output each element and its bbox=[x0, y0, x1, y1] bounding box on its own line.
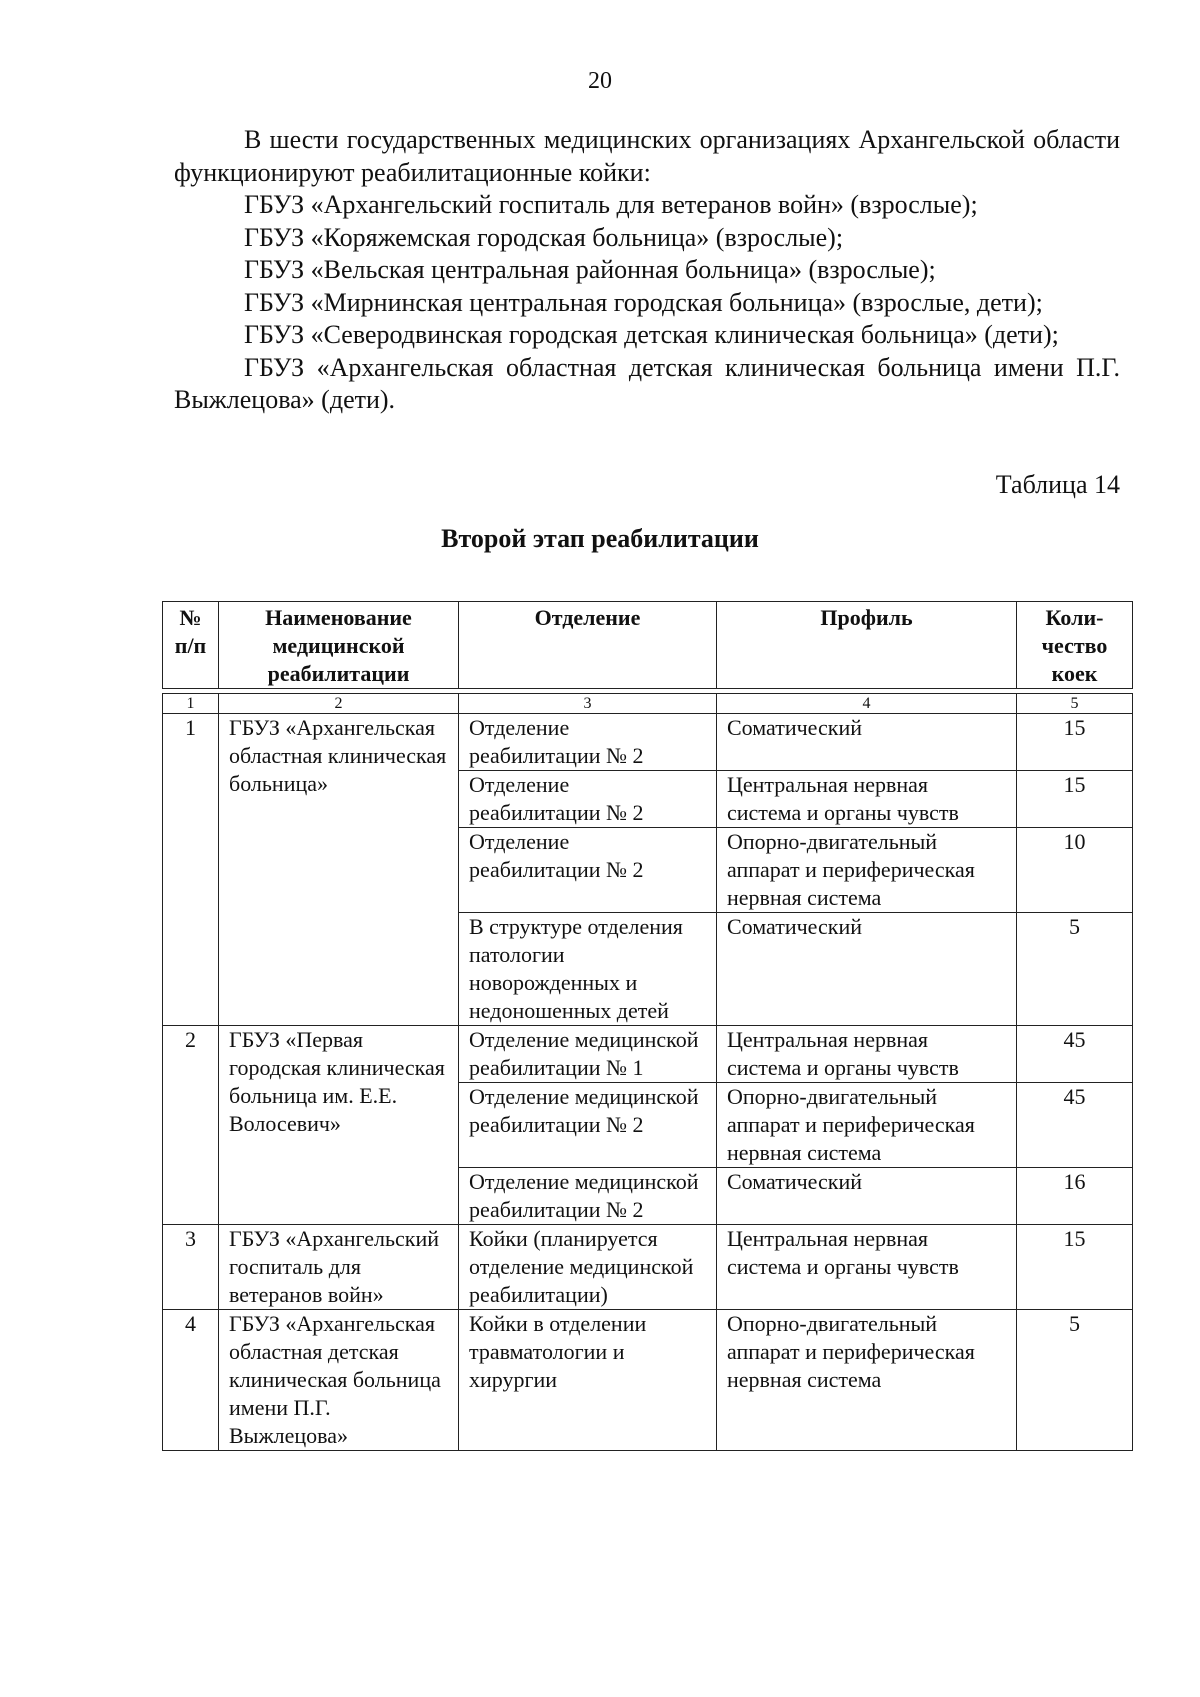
table-row bbox=[163, 1026, 1133, 1083]
intro-item-4: ГБУЗ «Мирнинская центральная городская больница» (взрослые, дети); bbox=[244, 287, 1043, 317]
row-num: 3 bbox=[163, 1225, 219, 1310]
header-org-line3: реабилитации bbox=[267, 661, 410, 686]
row-beds: 5 bbox=[1017, 1310, 1133, 1451]
header-beds-line3: коек bbox=[1051, 661, 1098, 686]
row-dept: Койки в отделении травматологии и хирургии bbox=[459, 1310, 717, 1451]
column-number: 4 bbox=[717, 694, 1017, 714]
header-num-line1: № bbox=[179, 605, 202, 630]
row-beds: 15 bbox=[1017, 1225, 1133, 1310]
row-dept: В структуре отделения патологии новорожденных и недоношенных детей bbox=[459, 913, 717, 1026]
table-row bbox=[163, 1225, 1133, 1310]
row-profile: Опорно-двигательный аппарат и периферическая нервная система bbox=[717, 828, 1017, 913]
header-beds bbox=[1017, 602, 1133, 689]
row-num: 4 bbox=[163, 1310, 219, 1451]
page-number: 20 bbox=[588, 68, 612, 94]
table-row bbox=[163, 1310, 1133, 1451]
header-dept: Отделение bbox=[459, 602, 717, 689]
table-title: Второй этап реабилитации bbox=[441, 524, 759, 553]
header-profile: Профиль bbox=[717, 602, 1017, 689]
row-profile: Центральная нервная система и органы чувств bbox=[717, 1026, 1017, 1083]
row-dept: Отделение медицинской реабилитации № 1 bbox=[459, 1026, 717, 1083]
row-num: 2 bbox=[163, 1026, 219, 1225]
intro-item-6: ГБУЗ «Архангельская областная детская клиническая больница имени П.Г. Выжлецова» (дети). bbox=[174, 352, 1120, 414]
row-org: ГБУЗ «Архангельский госпиталь для ветеранов войн» bbox=[219, 1225, 459, 1310]
row-profile: Опорно-двигательный аппарат и периферическая нервная система bbox=[717, 1083, 1017, 1168]
intro-item-1: ГБУЗ «Архангельский госпиталь для ветеранов войн» (взрослые); bbox=[244, 190, 978, 219]
column-number: 1 bbox=[163, 694, 219, 714]
row-beds: 15 bbox=[1017, 714, 1133, 771]
row-dept: Койки (планируется отделение медицинской реабилитации) bbox=[459, 1225, 717, 1310]
row-org: ГБУЗ «Архангельская областная детская клиническая больница имени П.Г. Выжлецова» bbox=[219, 1310, 459, 1451]
row-profile: Соматический bbox=[717, 714, 1017, 771]
intro-text bbox=[174, 124, 1120, 417]
row-profile: Опорно-двигательный аппарат и периферическая нервная система bbox=[717, 1310, 1017, 1451]
row-profile: Соматический bbox=[717, 1168, 1017, 1225]
header-num bbox=[163, 602, 219, 689]
intro-item-5: ГБУЗ «Северодвинская городская детская клиническая больница» (дети); bbox=[244, 320, 1059, 349]
header-org bbox=[219, 602, 459, 689]
column-number: 5 bbox=[1017, 694, 1133, 714]
row-org: ГБУЗ «Архангельская областная клиническая больница» bbox=[219, 714, 459, 1026]
row-profile: Центральная нервная система и органы чувств bbox=[717, 1225, 1017, 1310]
row-org: ГБУЗ «Первая городская клиническая больница им. Е.Е. Волосевич» bbox=[219, 1026, 459, 1225]
row-beds: 16 bbox=[1017, 1168, 1133, 1225]
row-beds: 10 bbox=[1017, 828, 1133, 913]
header-beds-line2: чество bbox=[1041, 633, 1108, 658]
row-beds: 45 bbox=[1017, 1083, 1133, 1168]
column-number: 3 bbox=[459, 694, 717, 714]
header-beds-line1: Коли- bbox=[1045, 605, 1104, 630]
row-num: 1 bbox=[163, 714, 219, 1026]
row-dept: Отделение медицинской реабилитации № 2 bbox=[459, 1168, 717, 1225]
row-dept: Отделение реабилитации № 2 bbox=[459, 771, 717, 828]
row-dept: Отделение реабилитации № 2 bbox=[459, 714, 717, 771]
row-dept: Отделение медицинской реабилитации № 2 bbox=[459, 1083, 717, 1168]
table-row bbox=[163, 714, 1133, 771]
row-beds: 15 bbox=[1017, 771, 1133, 828]
rehabilitation-table bbox=[162, 601, 1133, 1451]
table-label: Таблица 14 bbox=[995, 470, 1120, 499]
row-dept: Отделение реабилитации № 2 bbox=[459, 828, 717, 913]
row-profile: Соматический bbox=[717, 913, 1017, 1026]
row-beds: 45 bbox=[1017, 1026, 1133, 1083]
row-profile: Центральная нервная система и органы чувств bbox=[717, 771, 1017, 828]
intro-item-3: ГБУЗ «Вельская центральная районная больница» (взрослые); bbox=[244, 255, 936, 284]
intro-paragraph: В шести государственных медицинских организациях Архангельской области функционируют реабилитационные койки: bbox=[174, 125, 1120, 187]
row-beds: 5 bbox=[1017, 913, 1133, 1026]
intro-item-2: ГБУЗ «Коряжемская городская больница» (взрослые); bbox=[244, 222, 844, 252]
header-num-line2: п/п bbox=[174, 633, 207, 658]
column-number-row bbox=[163, 694, 1133, 714]
header-org-line2: медицинской bbox=[272, 633, 405, 658]
column-number: 2 bbox=[219, 694, 459, 714]
header-org-line1: Наименование bbox=[265, 605, 412, 630]
table-header-row bbox=[163, 602, 1133, 689]
